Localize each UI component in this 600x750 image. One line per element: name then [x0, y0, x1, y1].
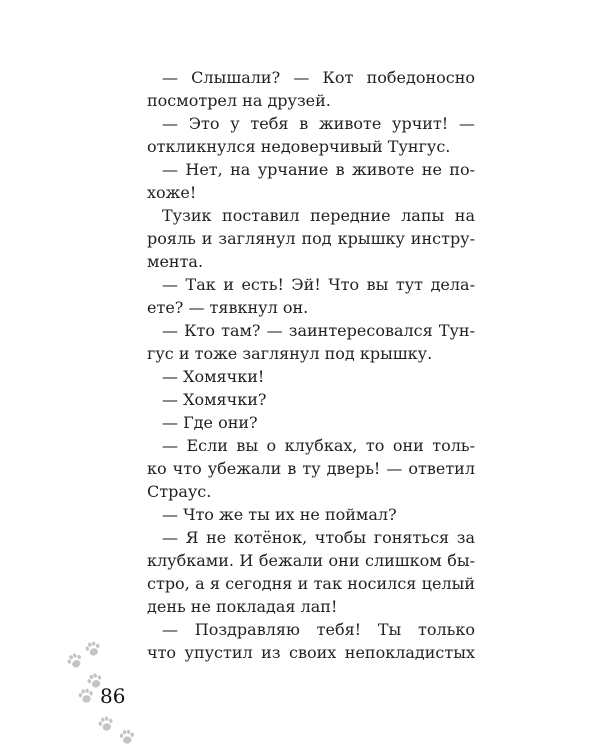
- text-line: — Так и есть! Эй! Что вы тут дела-: [162, 275, 475, 294]
- text-line: — Хомячки?: [162, 390, 267, 409]
- text-line: — Где они?: [162, 413, 258, 432]
- text-line: стро, а я сегодня и так носился целый: [147, 574, 475, 593]
- text-line: Страус.: [147, 482, 212, 501]
- text-line: — Если вы о клубках, то они толь-: [162, 436, 475, 455]
- text-line: — Хомячки!: [162, 367, 265, 386]
- text-line: хоже!: [147, 183, 197, 202]
- text-line: ете? — тявкнул он.: [147, 298, 309, 317]
- text-line: — Что же ты их не поймал?: [162, 505, 397, 524]
- text-line: что упустил из своих непокладистых: [147, 643, 475, 662]
- text-line: откликнулся недоверчивый Тунгус.: [147, 137, 451, 156]
- paw-print-icon: [76, 686, 97, 707]
- text-line: день не покладая лап!: [147, 597, 338, 616]
- text-line: мента.: [147, 252, 204, 271]
- text-line: гус и тоже заглянул под крышку.: [147, 344, 433, 363]
- text-line: — Я не котёнок, чтобы гоняться за: [162, 528, 475, 547]
- text-line: клубками. И бежали они слишком бы-: [147, 551, 475, 570]
- text-line: — Поздравляю тебя! Ты только: [162, 620, 475, 639]
- page-number: 86: [100, 684, 126, 708]
- text-line: — Нет, на урчание в животе не по-: [162, 160, 475, 179]
- text-line: Тузик поставил передние лапы на: [162, 206, 475, 225]
- paw-print-icon: [95, 713, 117, 735]
- body-text: [147, 66, 475, 664]
- text-line: ко что убежали в ту дверь! — ответил: [147, 459, 475, 478]
- text-line: посмотрел на друзей.: [147, 91, 331, 110]
- text-line: — Кто там? — заинтересовался Тун-: [162, 321, 475, 340]
- text-line: — Это у тебя в животе урчит! —: [162, 114, 475, 133]
- paw-print-icon: [63, 649, 87, 673]
- paw-print-icon: [117, 727, 137, 747]
- text-line: рояль и заглянул под крышку инстру-: [147, 229, 475, 248]
- paw-print-icon: [82, 638, 104, 660]
- text-line: — Слышали? — Кот победоносно: [162, 68, 475, 87]
